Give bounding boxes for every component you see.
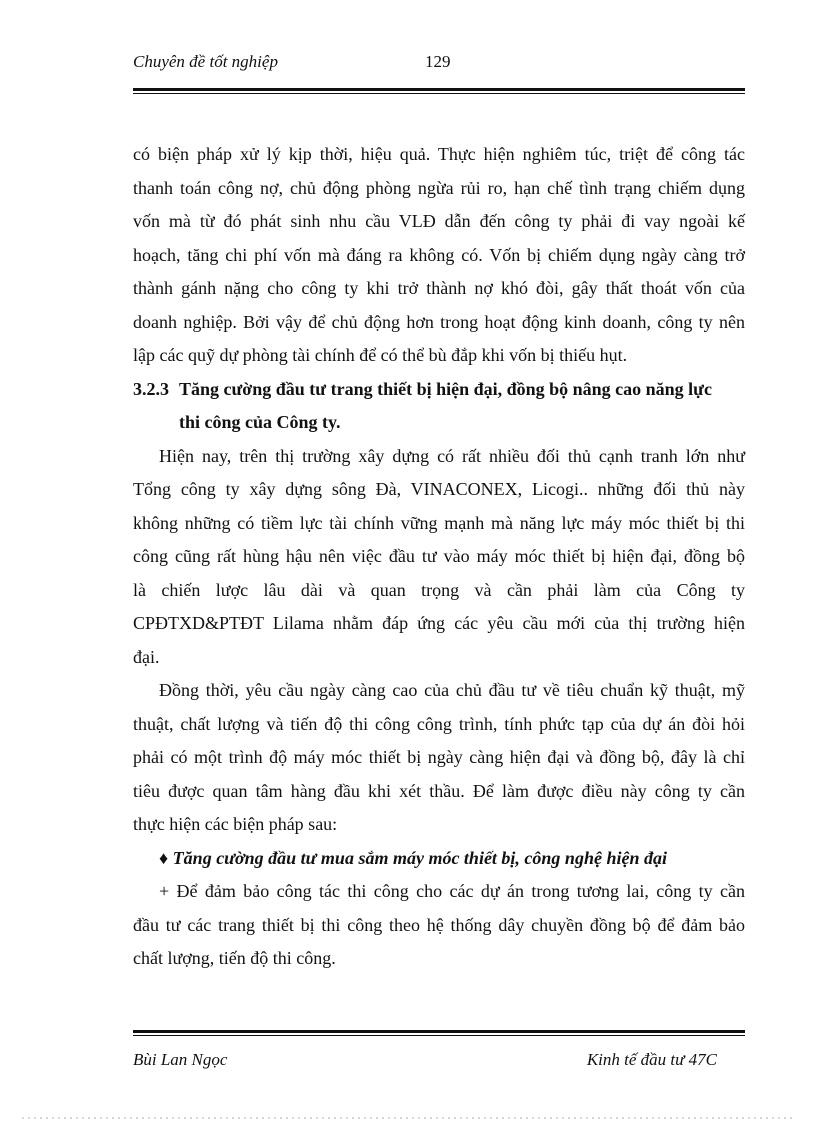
section-heading bbox=[133, 373, 745, 440]
header-rule bbox=[133, 88, 745, 94]
text-line: hoạch, tăng chi phí vốn mà đáng ra không có. Vốn bị chiếm dụng ngày càng trở bbox=[133, 244, 745, 265]
text-line: đầu tư các trang thiết bị thi công theo hệ thống dây chuyền đồng bộ để đảm bảo bbox=[133, 914, 745, 935]
header-title: Chuyên đề tốt nghiệp bbox=[133, 52, 278, 71]
footer-class: Kinh tế đầu tư 47C bbox=[586, 1050, 717, 1069]
text-line: chất lượng, tiến độ thi công. bbox=[133, 948, 336, 968]
text-line: có biện pháp xử lý kịp thời, hiệu quả. Thực hiện nghiêm túc, triệt để công tác bbox=[133, 144, 745, 164]
text-line: thuật, chất lượng và tiến độ thi công công trình, tính phức tạp của dự án đòi hỏi bbox=[133, 713, 745, 734]
text-line: lập các quỹ dự phòng tài chính để có thể bù đắp khi vốn bị thiếu hụt. bbox=[133, 345, 628, 365]
page-body bbox=[133, 138, 745, 976]
text-line: doanh nghiệp. Bởi vậy để chủ động hơn trong hoạt động kinh doanh, công ty nên bbox=[133, 311, 745, 332]
text-line: thực hiện các biện pháp sau: bbox=[133, 814, 338, 834]
footer-rule bbox=[133, 1030, 745, 1036]
footer-author: Bùi Lan Ngọc bbox=[133, 1050, 228, 1069]
section-number: 3.2.3 bbox=[133, 378, 169, 399]
text-line: thành gánh nặng cho công ty khi trở thành nợ khó đòi, gây thất thoát vốn của bbox=[133, 278, 745, 298]
paragraph-4 bbox=[133, 875, 745, 976]
text-line: + Để đảm bảo công tác thi công cho các dự án trong tương lai, công ty cần bbox=[159, 881, 745, 901]
text-line: thanh toán công nợ, chủ động phòng ngừa rủi ro, hạn chế tình trạng chiếm dụng bbox=[133, 177, 745, 198]
heading-line-2: thi công của Công ty. bbox=[179, 412, 341, 432]
text-line: CPĐTXD&PTĐT Lilama nhằm đáp ứng các yêu cầu mới của thị trường hiện bbox=[133, 613, 745, 633]
text-line: không những có tiềm lực tài chính vững mạnh mà năng lực máy móc thiết bị thi bbox=[133, 512, 745, 533]
page-number: 129 bbox=[425, 52, 451, 71]
paragraph-3 bbox=[133, 674, 745, 842]
paragraph-2 bbox=[133, 440, 745, 675]
heading-line-1: Tăng cường đầu tư trang thiết bị hiện đại, đồng bộ nâng cao năng lực bbox=[179, 378, 712, 399]
paragraph-1 bbox=[133, 138, 745, 373]
text-line: Tổng công ty xây dựng sông Đà, VINACONEX, Licogi.. những đối thủ này bbox=[133, 479, 745, 499]
text-line: vốn mà từ đó phát sinh nhu cầu VLĐ dẫn đến công ty phải đi vay ngoài kế bbox=[133, 211, 745, 231]
text-line: Hiện nay, trên thị trường xây dựng có rất nhiều đối thủ cạnh tranh lớn như bbox=[159, 445, 745, 466]
text-line: phải có một trình độ máy móc thiết bị ngày càng hiện đại và đồng bộ, đây là chỉ bbox=[133, 747, 745, 767]
text-line: công cũng rất hùng hậu nên việc đầu tư vào máy móc thiết bị hiện đại, đồng bộ bbox=[133, 546, 745, 566]
page-header bbox=[133, 52, 745, 82]
text-line: đại. bbox=[133, 646, 160, 667]
dotted-border bbox=[20, 1117, 796, 1119]
text-line: Đồng thời, yêu cầu ngày càng cao của chủ đầu tư về tiêu chuẩn kỹ thuật, mỹ bbox=[159, 680, 745, 700]
text-line: là chiến lược lâu dài và quan trọng và cần phải làm của Công ty bbox=[133, 579, 745, 600]
text-line: tiêu được quan tâm hàng đầu khi xét thầu. Để làm được điều này công ty cần bbox=[133, 780, 745, 801]
bullet-heading: ♦ Tăng cường đầu tư mua sắm máy móc thiết bị, công nghệ hiện đại bbox=[159, 847, 667, 868]
